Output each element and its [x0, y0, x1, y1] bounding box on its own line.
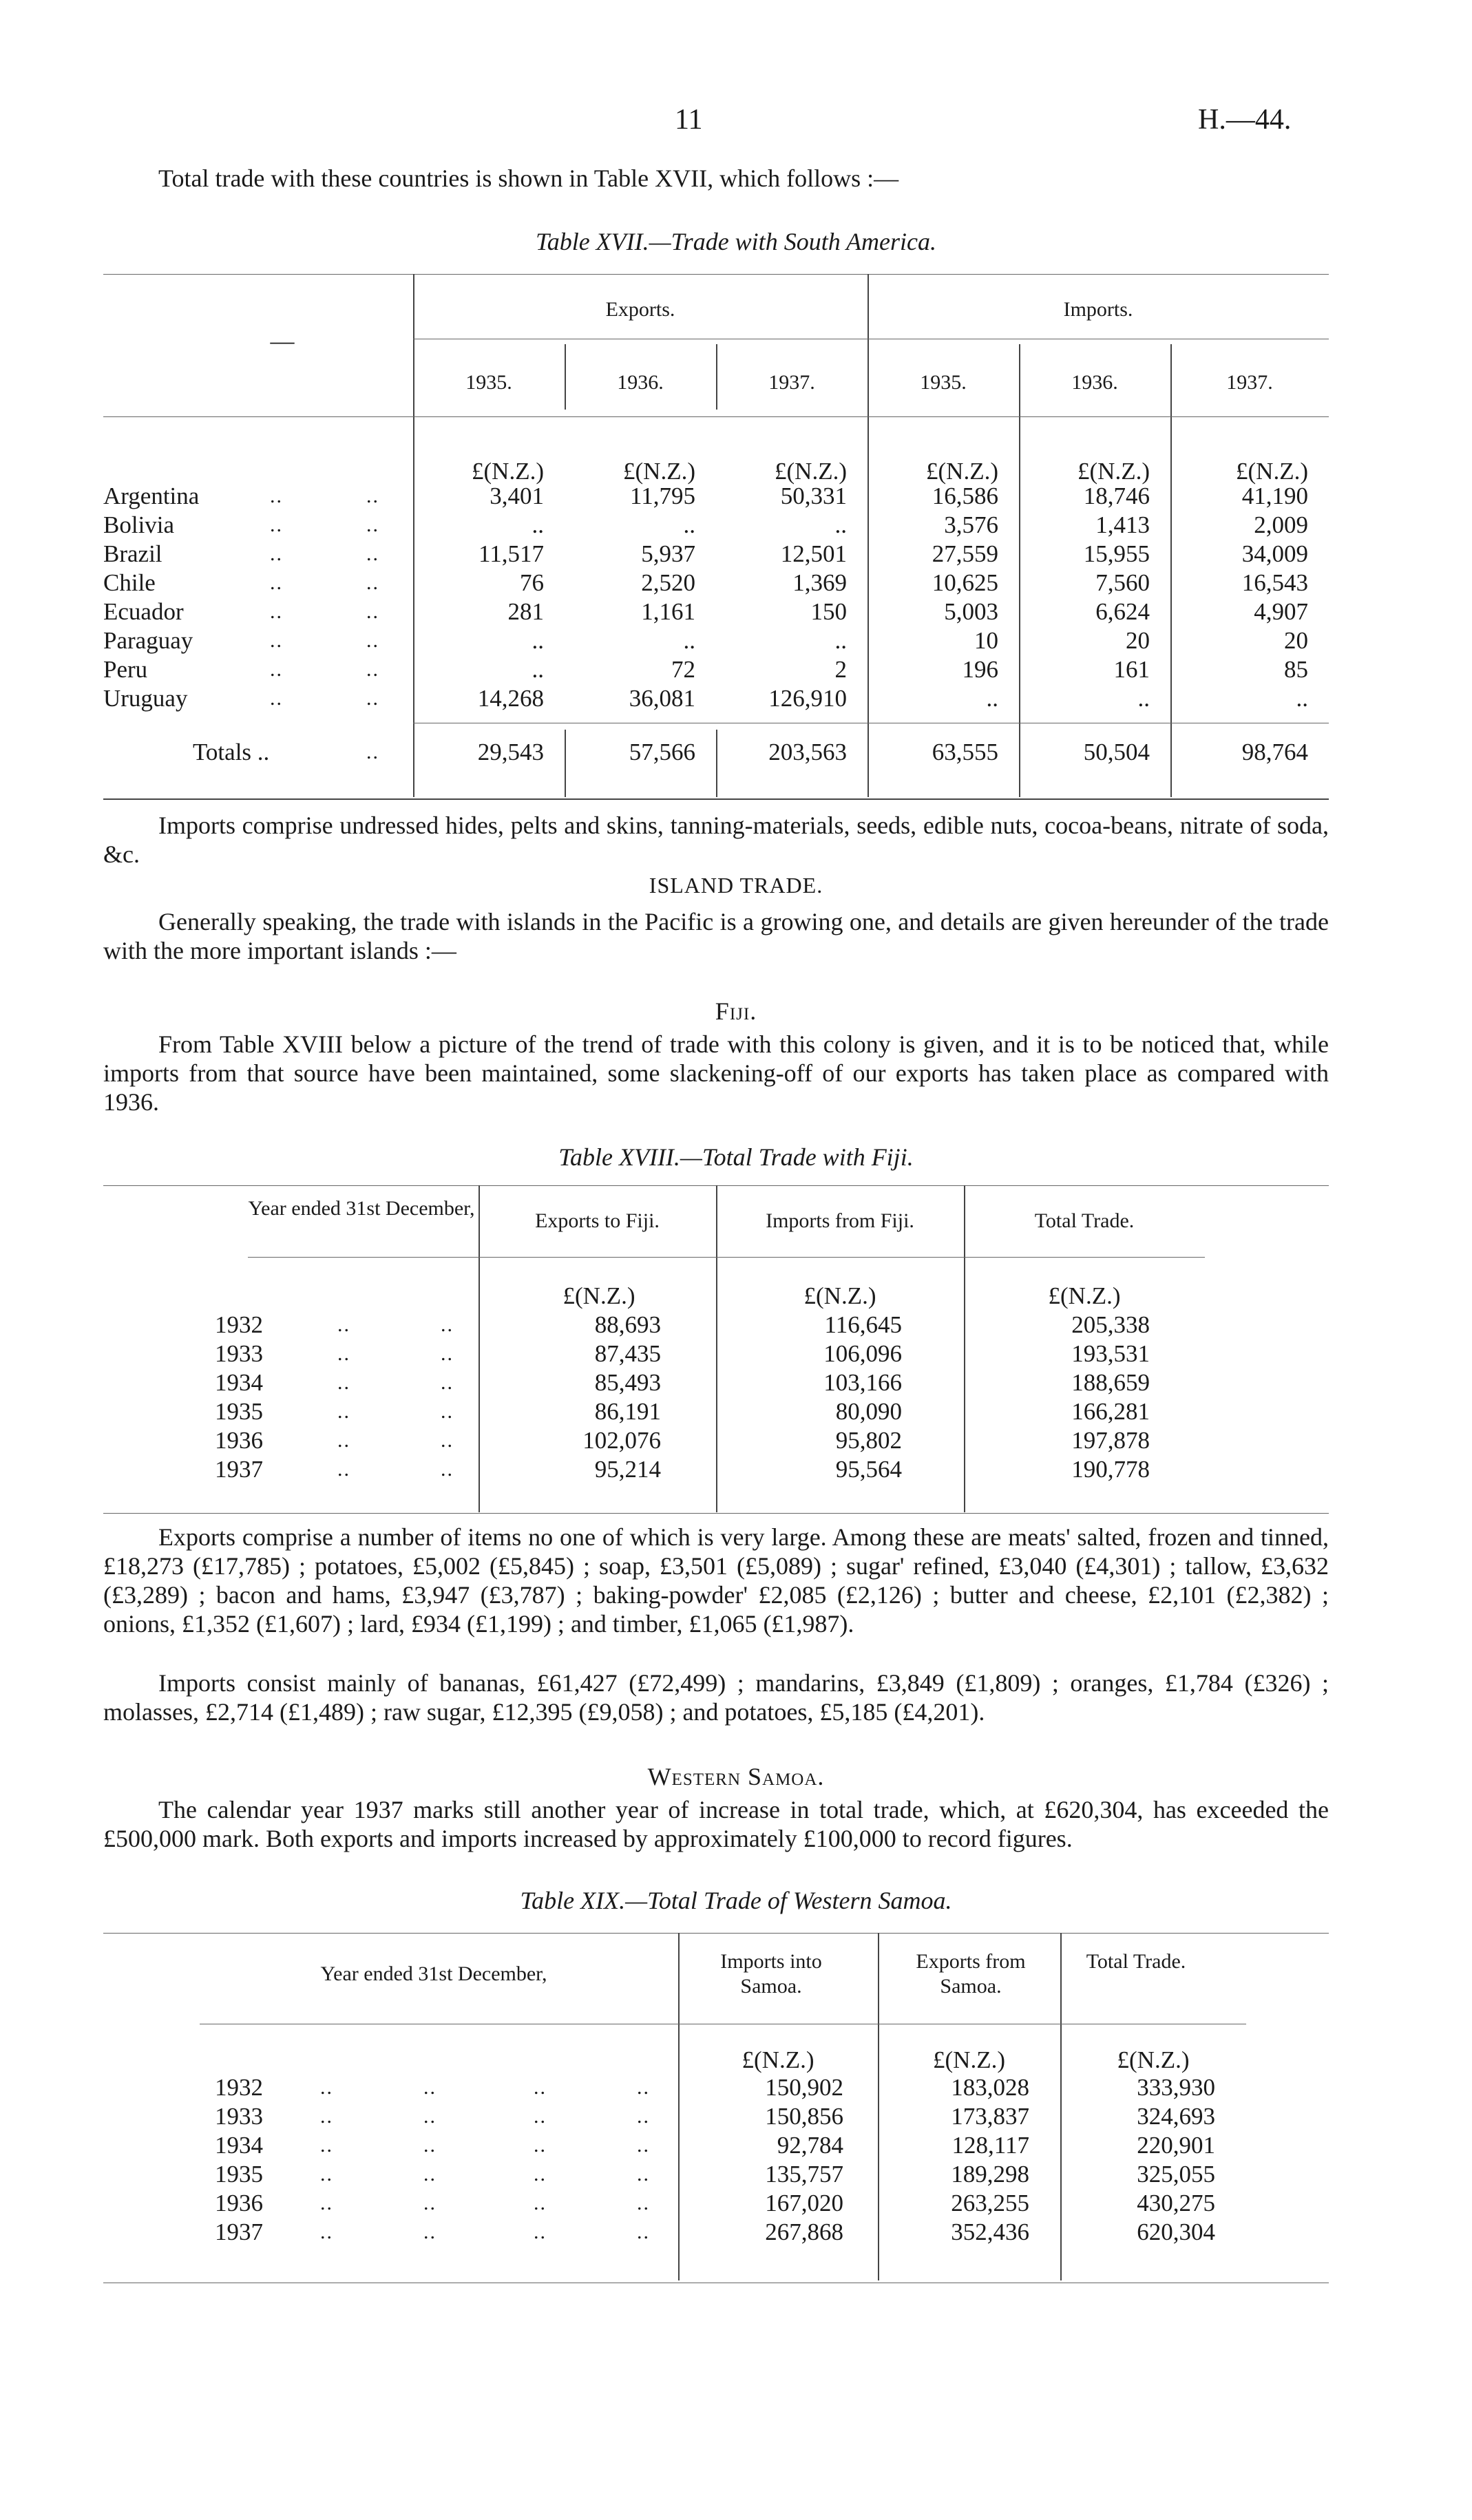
table17-value: 20	[1126, 627, 1150, 654]
table17-value: 2,520	[641, 569, 695, 596]
leader-dots: ..	[337, 1429, 350, 1452]
table18-unit: £(N.Z.)	[803, 1282, 876, 1309]
table19-imports-header: Imports into Samoa.	[720, 1950, 822, 1998]
table17-total: 203,563	[768, 739, 847, 765]
table17-value: ..	[532, 627, 544, 654]
table18-year: 1936	[215, 1427, 263, 1454]
table17-country-label: Ecuador	[103, 598, 184, 625]
table17-value: 12,501	[780, 540, 847, 567]
table17-value: ..	[532, 511, 544, 538]
leader-dots: ..	[320, 2076, 333, 2099]
leader-dots: ..	[534, 2134, 547, 2157]
table19-total-value: 430,275	[1137, 2190, 1215, 2216]
leader-dots: ..	[320, 2163, 333, 2185]
leader-dots: ..	[270, 513, 283, 536]
table17-country-label: Chile	[103, 569, 156, 596]
leader-dots: ..	[423, 2105, 437, 2128]
table17-value: 41,190	[1241, 483, 1308, 509]
leader-dots: ..	[423, 2192, 437, 2214]
table17-value: 14,268	[477, 685, 544, 712]
table17-total: 29,543	[477, 739, 544, 765]
table19-total-value: 333,930	[1137, 2074, 1215, 2101]
intro-text: Total trade with these countries is shown in Table XVII, which follows :—	[158, 165, 899, 192]
western-samoa-paragraph: The calendar year 1937 marks still another year of increase in total trade, which, at £620,304, has exceeded the £500,000 mark. Both exports and imports increased by approximately £100,000 to record figures.	[103, 1796, 1329, 1852]
table18-total-value: 188,659	[1071, 1369, 1150, 1396]
fiji-imports-paragraph: Imports consist mainly of bananas, £61,427 (£72,499) ; mandarins, £3,849 (£1,809) ; oranges, £1,784 (£326) ; molasses, £2,714 (£1,489) ; raw sugar, £12,395 (£9,058) ; and potatoes, £5,185 (£4,201).	[103, 1669, 1329, 1726]
table17-year-header: 1935.	[920, 371, 967, 394]
table17-value: 150	[810, 598, 847, 625]
table17-value: ..	[834, 627, 847, 654]
table17-value: ..	[834, 511, 847, 538]
table18-imports-value: 103,166	[823, 1369, 902, 1396]
table17-value: ..	[1137, 685, 1150, 712]
leader-dots: ..	[637, 2163, 650, 2185]
leader-dots: ..	[270, 542, 283, 565]
table17-value: 16,543	[1241, 569, 1308, 596]
table17-value: 6,624	[1095, 598, 1150, 625]
table17-value: 16,586	[932, 483, 998, 509]
table19-exports-value: 263,255	[951, 2190, 1029, 2216]
table17-value: 10	[974, 627, 998, 654]
table19-total-value: 620,304	[1137, 2219, 1215, 2245]
table19-year: 1933	[215, 2103, 263, 2130]
table19-exports-value: 183,028	[951, 2074, 1029, 2101]
leader-dots: ..	[441, 1400, 454, 1423]
table17-value: 34,009	[1241, 540, 1308, 567]
table18-exports-value: 86,191	[594, 1398, 661, 1425]
leader-dots: ..	[366, 741, 379, 763]
table17-totals-label: Totals ..	[193, 739, 270, 765]
fiji-exports-paragraph: Exports comprise a number of items no one of which is very large. Among these are meats' salted, frozen and tinned, £18,273 (£17,785) ; potatoes, £5,002 (£5,845) ; soap, £3,501 (£5,089) ; sugar' refined, £3,040 (£4,301) ; tallow, £3,632 (£3,289) ; bacon and hams, £3,947 (£3,787) ; baking-powder' £2,085 (£2,126) ; butter and cheese, £2,101 (£2,382) ; onions, £1,352 (£1,607) ; lard, £934 (£1,199) ; and timber, £1,065 (£1,987).	[103, 1523, 1329, 1638]
table19-imports-value: 267,868	[765, 2219, 843, 2245]
table18-caption: Table XVIII.—Total Trade with Fiji.	[558, 1143, 914, 1171]
table18-year: 1935	[215, 1398, 263, 1425]
table17-total: 57,566	[629, 739, 695, 765]
leader-dots: ..	[337, 1313, 350, 1336]
table19-imports-value: 135,757	[765, 2161, 843, 2188]
leader-dots: ..	[337, 1400, 350, 1423]
leader-dots: ..	[637, 2134, 650, 2157]
table18-imports-value: 80,090	[835, 1398, 902, 1425]
table17-country-label: Argentina	[103, 483, 200, 509]
leader-dots: ..	[320, 2221, 333, 2243]
leader-dots: ..	[337, 1342, 350, 1365]
table19-unit: £(N.Z.)	[742, 2046, 814, 2073]
leader-dots: ..	[366, 542, 379, 565]
table17-country-label: Bolivia	[103, 511, 175, 538]
leader-dots: ..	[534, 2105, 547, 2128]
table17-year-header: 1935.	[465, 371, 512, 394]
table17-total: 50,504	[1083, 739, 1150, 765]
table19-year: 1937	[215, 2219, 263, 2245]
fiji-heading: Fiji.	[715, 997, 757, 1025]
table17-year-header: 1936.	[617, 371, 664, 394]
table18-imports-value: 95,802	[835, 1427, 902, 1454]
table18-total-value: 205,338	[1071, 1311, 1150, 1338]
table17-value: 7,560	[1095, 569, 1150, 596]
table18-exports-value: 85,493	[594, 1369, 661, 1396]
table17-value: 85	[1284, 656, 1308, 683]
table17-unit: £(N.Z.)	[775, 458, 847, 485]
leader-dots: ..	[534, 2221, 547, 2243]
table17-year-header: 1937.	[1226, 371, 1273, 394]
table17-unit: £(N.Z.)	[926, 458, 998, 485]
table17-value: 72	[671, 656, 695, 683]
leader-dots: ..	[637, 2076, 650, 2099]
table17-value: ..	[683, 627, 695, 654]
leader-dots: ..	[337, 1371, 350, 1394]
table19-imports-value: 150,856	[765, 2103, 843, 2130]
table19-exports-value: 352,436	[951, 2219, 1029, 2245]
table19-year: 1934	[215, 2132, 263, 2159]
table17-value: ..	[1296, 685, 1308, 712]
table17-value: 27,559	[932, 540, 998, 567]
table17-value: 3,576	[944, 511, 998, 538]
table17-value: 1,369	[792, 569, 847, 596]
table19-imports-value: 167,020	[765, 2190, 843, 2216]
table18-exports-header: Exports to Fiji.	[535, 1209, 660, 1232]
table17-value: 2,009	[1254, 511, 1308, 538]
leader-dots: ..	[366, 571, 379, 594]
table18-unit: £(N.Z.)	[562, 1282, 635, 1309]
table18-total-value: 193,531	[1071, 1340, 1150, 1367]
table18-year: 1933	[215, 1340, 263, 1367]
table18-total-value: 197,878	[1071, 1427, 1150, 1454]
table17-unit: £(N.Z.)	[1077, 458, 1150, 485]
table17-value: 5,937	[641, 540, 695, 567]
table17-value: 11,517	[479, 540, 544, 567]
table17-value: 20	[1284, 627, 1308, 654]
leader-dots: ..	[320, 2134, 333, 2157]
table17-value: 161	[1113, 656, 1150, 683]
table19-total-header: Total Trade.	[1086, 1950, 1186, 1973]
leader-dots: ..	[534, 2076, 547, 2099]
table19-unit: £(N.Z.)	[933, 2046, 1005, 2073]
leader-dots: ..	[366, 658, 379, 681]
table17-value: 1,413	[1095, 511, 1150, 538]
table18-exports-value: 87,435	[594, 1340, 661, 1367]
table17-total: 63,555	[932, 739, 998, 765]
leader-dots: ..	[637, 2192, 650, 2214]
leader-dots: ..	[441, 1313, 454, 1336]
leader-dots: ..	[320, 2192, 333, 2214]
leader-dots: ..	[337, 1458, 350, 1481]
table17-value: ..	[986, 685, 998, 712]
fiji-paragraph: From Table XVIII below a picture of the trend of trade with this colony is given, and it is to be noticed that, while imports from that source have been maintained, some slackening-off of our exports has taken place as compared with 1936.	[103, 1030, 1329, 1116]
leader-dots: ..	[423, 2134, 437, 2157]
table18-total-value: 166,281	[1071, 1398, 1150, 1425]
table18-year: 1934	[215, 1369, 263, 1396]
table18-unit: £(N.Z.)	[1048, 1282, 1121, 1309]
table17-unit: £(N.Z.)	[623, 458, 695, 485]
table18-year: 1937	[215, 1456, 263, 1483]
table17-exports-header: Exports.	[605, 298, 675, 321]
table17-unit: £(N.Z.)	[1236, 458, 1308, 485]
table19-exports-value: 128,117	[951, 2132, 1029, 2159]
table17-value: 36,081	[629, 685, 695, 712]
table17-unit: £(N.Z.)	[472, 458, 544, 485]
table19-total-value: 325,055	[1137, 2161, 1215, 2188]
leader-dots: ..	[366, 629, 379, 652]
table17-value: 11,795	[630, 483, 695, 509]
table19-year: 1932	[215, 2074, 263, 2101]
table19-imports-value: 150,902	[765, 2074, 843, 2101]
island-trade-paragraph: Generally speaking, the trade with islands in the Pacific is a growing one, and details are given hereunder of the trade with the more important islands :—	[103, 908, 1329, 964]
leader-dots: ..	[366, 485, 379, 507]
imports-note: Imports comprise undressed hides, pelts and skins, tanning-materials, seeds, edible nuts, cocoa-beans, nitrate of soda, &c.	[103, 812, 1329, 868]
table18-year-header: Year ended 31st December,	[248, 1197, 475, 1220]
table19-unit: £(N.Z.)	[1117, 2046, 1190, 2073]
leader-dots: ..	[270, 629, 283, 652]
table17-corner-dash: —	[270, 328, 295, 354]
table17-value: 3,401	[490, 483, 544, 509]
table19-total-value: 324,693	[1137, 2103, 1215, 2130]
leader-dots: ..	[637, 2221, 650, 2243]
island-trade-heading: ISLAND TRADE.	[649, 873, 823, 898]
table17-total: 98,764	[1241, 739, 1308, 765]
table17-value: 281	[507, 598, 544, 625]
table19-exports-value: 189,298	[951, 2161, 1029, 2188]
western-samoa-heading: Western Samoa.	[647, 1763, 825, 1790]
table19-year: 1935	[215, 2161, 263, 2188]
leader-dots: ..	[441, 1458, 454, 1481]
page-number: 11	[675, 104, 703, 136]
table18-total-header: Total Trade.	[1034, 1209, 1135, 1232]
leader-dots: ..	[441, 1342, 454, 1365]
table18-exports-value: 95,214	[594, 1456, 661, 1483]
table17-value: ..	[532, 656, 544, 683]
table17-country-label: Peru	[103, 656, 148, 683]
table17-value: 4,907	[1254, 598, 1308, 625]
leader-dots: ..	[270, 658, 283, 681]
document-reference: H.—44.	[1198, 104, 1292, 136]
table19-year: 1936	[215, 2190, 263, 2216]
table17-year-header: 1936.	[1071, 371, 1118, 394]
table17-value: 50,331	[780, 483, 847, 509]
table17-imports-header: Imports.	[1063, 298, 1133, 321]
table17-country-label: Paraguay	[103, 627, 193, 654]
table17-country-label: Brazil	[103, 540, 162, 567]
table17-value: 2	[834, 656, 847, 683]
leader-dots: ..	[423, 2221, 437, 2243]
table19-imports-value: 92,784	[777, 2132, 843, 2159]
table17-year-header: 1937.	[768, 371, 815, 394]
table17-value: 76	[520, 569, 544, 596]
table19-caption: Table XIX.—Total Trade of Western Samoa.	[520, 1887, 952, 1914]
table17-value: ..	[683, 511, 695, 538]
table17-value: 126,910	[768, 685, 847, 712]
leader-dots: ..	[637, 2105, 650, 2128]
leader-dots: ..	[270, 600, 283, 623]
leader-dots: ..	[270, 485, 283, 507]
table17-caption: Table XVII.—Trade with South America.	[535, 228, 936, 255]
table18-imports-value: 106,096	[823, 1340, 902, 1367]
leader-dots: ..	[534, 2192, 547, 2214]
table19-total-value: 220,901	[1137, 2132, 1215, 2159]
table19-exports-header: Exports from Samoa.	[916, 1950, 1026, 1998]
table17-value: 196	[962, 656, 998, 683]
leader-dots: ..	[366, 687, 379, 710]
leader-dots: ..	[320, 2105, 333, 2128]
table17-country-label: Uruguay	[103, 685, 188, 712]
table18-imports-value: 116,645	[824, 1311, 902, 1338]
leader-dots: ..	[534, 2163, 547, 2185]
table18-imports-value: 95,564	[835, 1456, 902, 1483]
table17-value: 1,161	[641, 598, 695, 625]
table19-exports-value: 173,837	[951, 2103, 1029, 2130]
table17-value: 18,746	[1083, 483, 1150, 509]
table19-year-header: Year ended 31st December,	[320, 1962, 547, 1985]
table18-exports-value: 102,076	[582, 1427, 661, 1454]
leader-dots: ..	[441, 1429, 454, 1452]
table17-value: 5,003	[944, 598, 998, 625]
table17-value: 10,625	[932, 569, 998, 596]
table18-year: 1932	[215, 1311, 263, 1338]
leader-dots: ..	[270, 687, 283, 710]
leader-dots: ..	[423, 2163, 437, 2185]
table18-total-value: 190,778	[1071, 1456, 1150, 1483]
table18-imports-header: Imports from Fiji.	[766, 1209, 914, 1232]
leader-dots: ..	[366, 600, 379, 623]
table17-value: 15,955	[1083, 540, 1150, 567]
leader-dots: ..	[366, 513, 379, 536]
leader-dots: ..	[441, 1371, 454, 1394]
leader-dots: ..	[423, 2076, 437, 2099]
leader-dots: ..	[270, 571, 283, 594]
table18-exports-value: 88,693	[594, 1311, 661, 1338]
